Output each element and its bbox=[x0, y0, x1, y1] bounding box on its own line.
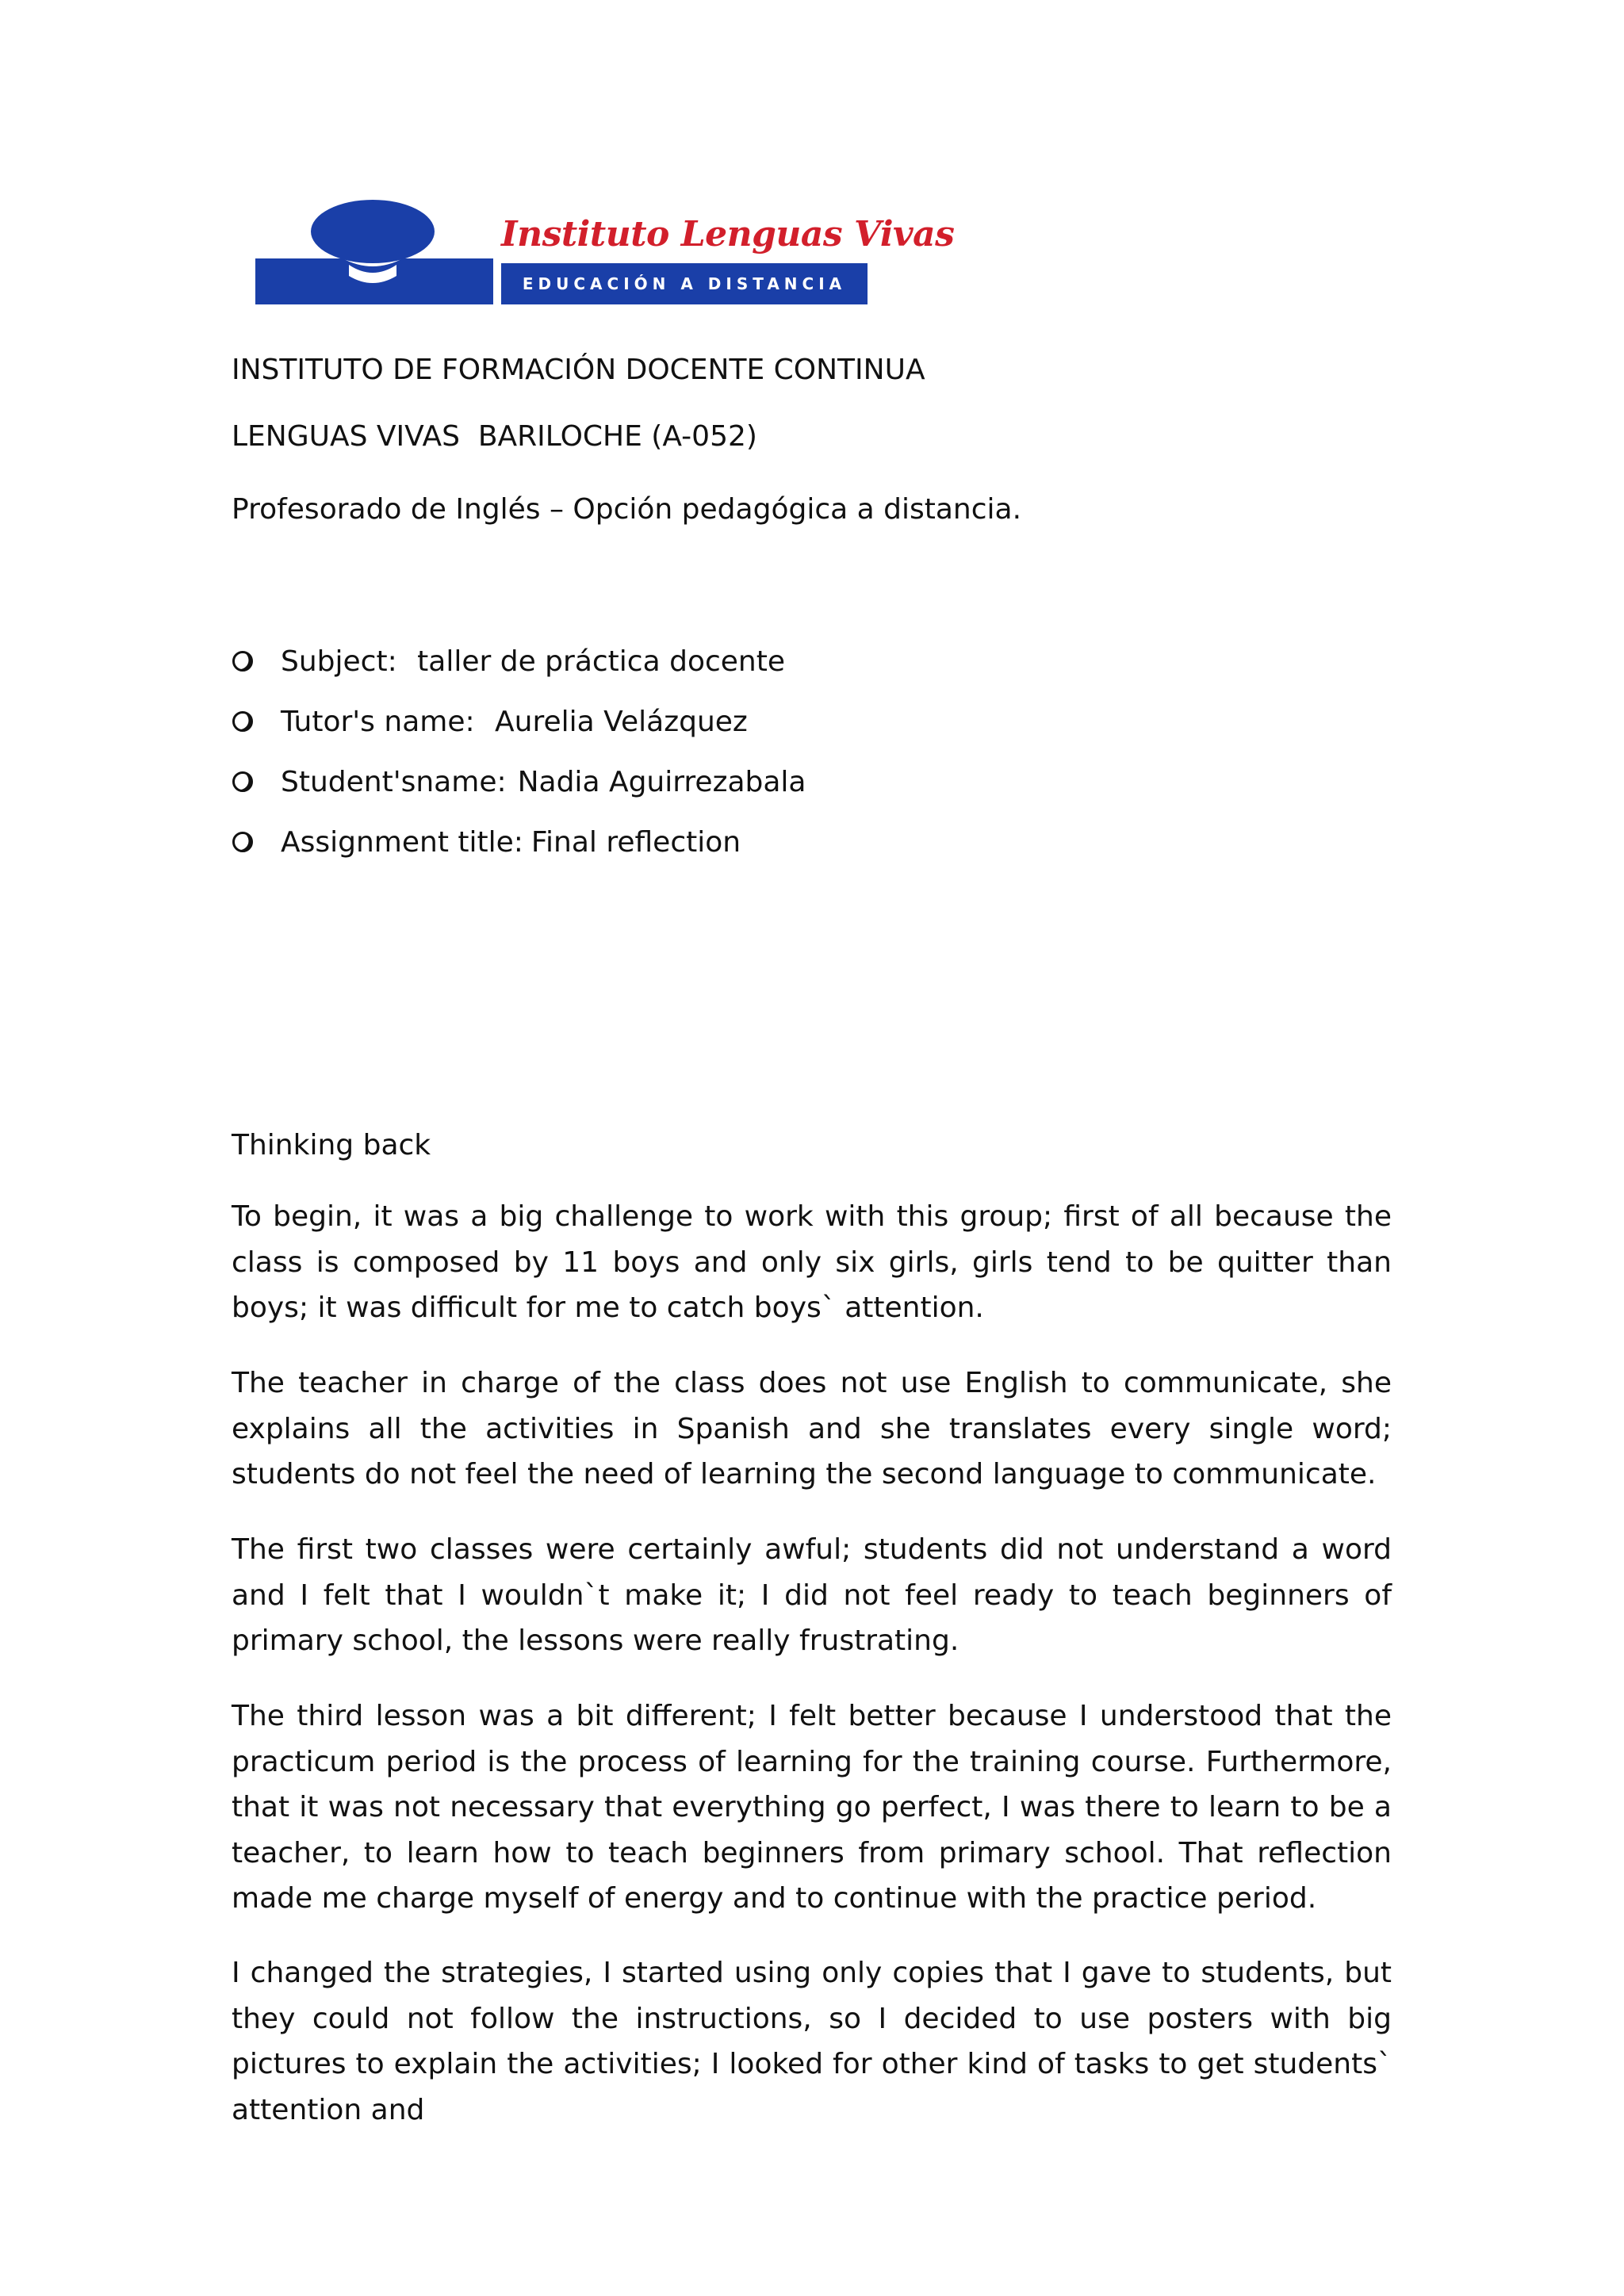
institute-logo bbox=[255, 198, 955, 309]
detail-label: Student'sname: bbox=[281, 765, 507, 798]
detail-value: Nadia Aguirrezabala bbox=[517, 765, 806, 798]
institute-name: INSTITUTO DE FORMACIÓN DOCENTE CONTINUA bbox=[232, 354, 925, 386]
detail-subject bbox=[232, 631, 806, 691]
institute-location: LENGUAS VIVAS BARILOCHE (A-052) bbox=[232, 420, 757, 453]
detail-value: Final reflection bbox=[530, 825, 741, 859]
detail-label: Assignment title: bbox=[281, 825, 523, 859]
body-paragraph: The first two classes were certainly awful; students did not understand a word and I felt that I wouldn`t make it; I did not feel ready to teach beginners of primary school, the lessons were really frustrating. bbox=[232, 1533, 1392, 1657]
body-paragraph: The teacher in charge of the class does not use English to communicate, she explains all the activities in Spanish and she translates every single word; students do not feel the need of learning the second language to communicate. bbox=[232, 1367, 1392, 1490]
logo-title: Instituto Lenguas Vivas bbox=[501, 214, 955, 254]
logo-subtitle: EDUCACIÓN A DISTANCIA bbox=[501, 263, 868, 304]
detail-tutor bbox=[232, 691, 806, 752]
assignment-details bbox=[232, 631, 806, 872]
logo-emblem-icon bbox=[255, 198, 493, 309]
body-paragraph: The third lesson was a bit different; I felt better because I understood that the practicum period is the process of learning for the training course. Furthermore, that it was not necessary that everything go perfect, I was there to learn to be a teacher, to learn how to teach beginners from primary school. That reflection made me charge myself of energy and to continue with the practice period. bbox=[232, 1700, 1392, 1915]
body-paragraph: To begin, it was a big challenge to work with this group; first of all because the class is composed by 11 boys and only six girls, girls tend to be quitter than boys; it was difficult for me to catch boys` attention. bbox=[232, 1200, 1392, 1324]
body-paragraph: I changed the strategies, I started using only copies that I gave to students, but they could not follow the instructions, so I decided to use posters with big pictures to explain the activities; I looked for other kind of tasks to get students` attention and bbox=[232, 1957, 1392, 2126]
circle-bullet-icon bbox=[232, 831, 254, 853]
circle-bullet-icon bbox=[232, 771, 254, 793]
detail-student bbox=[232, 752, 806, 812]
detail-label: Tutor's name: bbox=[281, 705, 475, 738]
circle-bullet-icon bbox=[232, 650, 254, 672]
detail-label: Subject: bbox=[281, 645, 397, 678]
section-heading: Thinking back bbox=[232, 1129, 431, 1161]
circle-bullet-icon bbox=[232, 710, 254, 733]
detail-value: Aurelia Velázquez bbox=[485, 705, 748, 738]
detail-assignment-title bbox=[232, 812, 806, 872]
program-name: Profesorado de Inglés – Opción pedagógica a distancia. bbox=[232, 493, 1022, 526]
detail-value: taller de práctica docente bbox=[408, 645, 785, 678]
